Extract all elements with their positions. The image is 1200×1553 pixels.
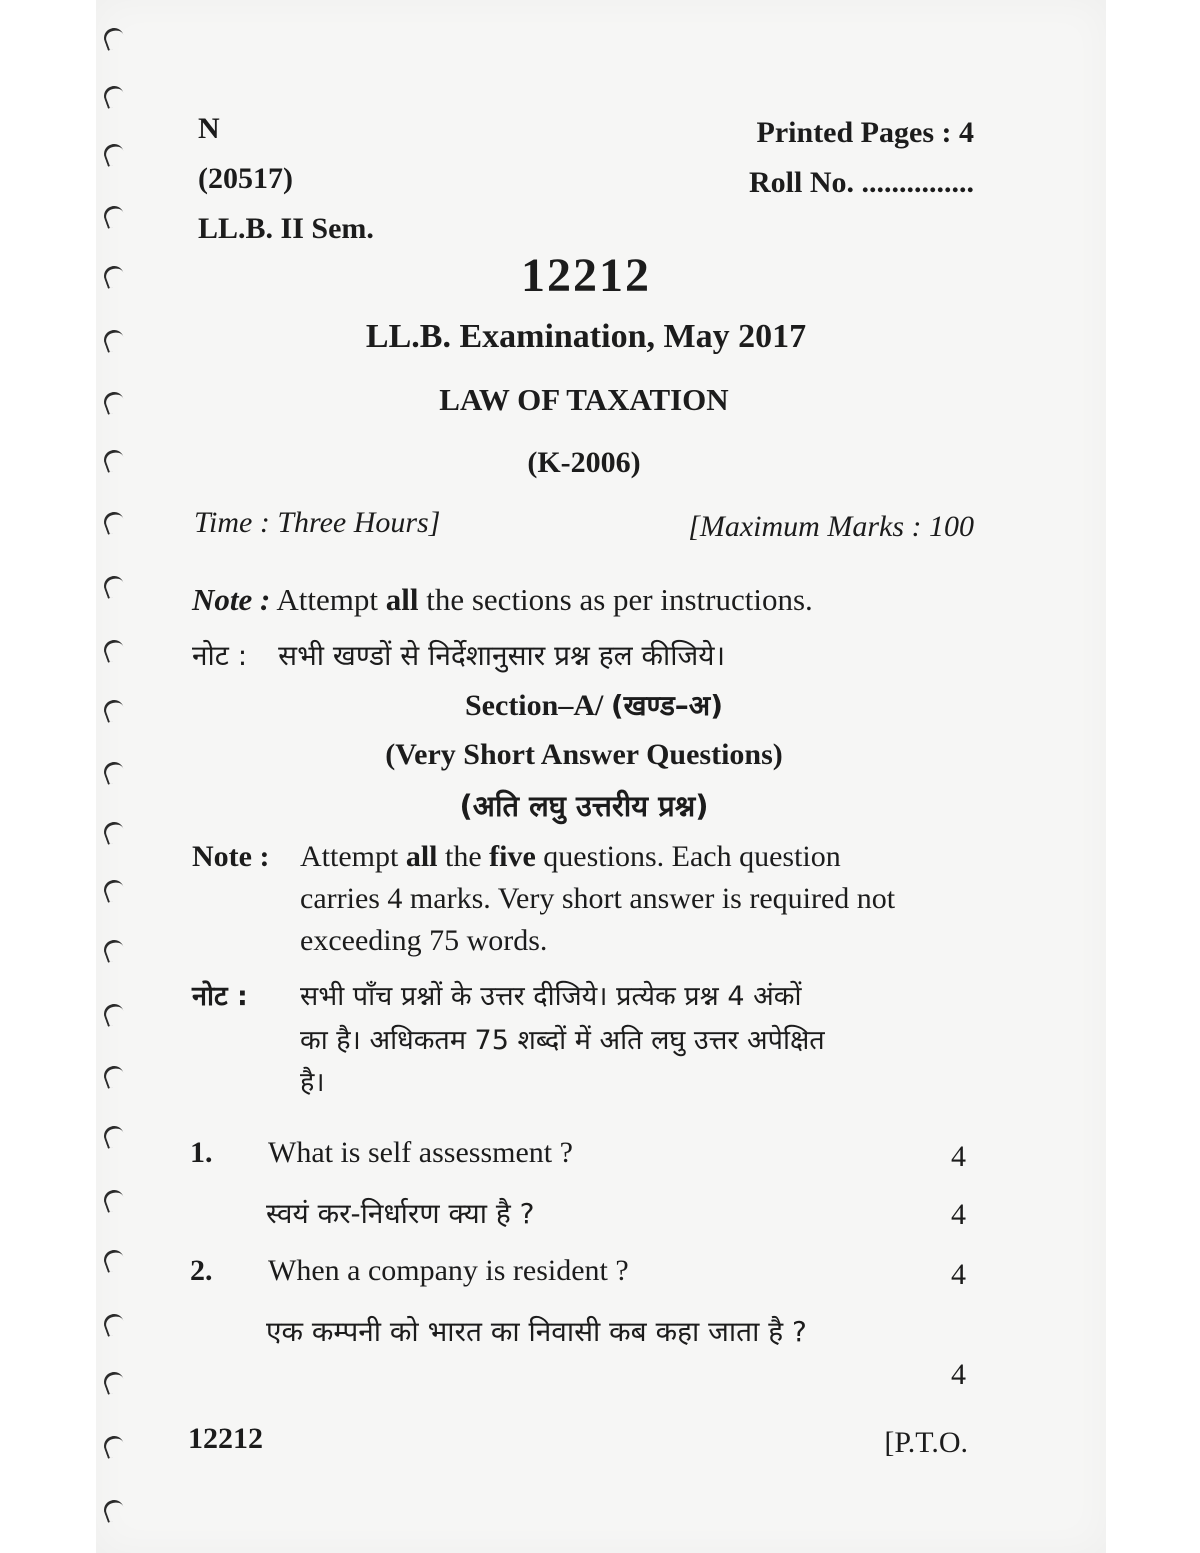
subject-title: LAW OF TAXATION: [439, 382, 729, 417]
course-name: LL.B. II Sem.: [198, 212, 374, 245]
section-a-heading: Section–A/ (खण्ड–अ): [465, 689, 723, 722]
section-note-line-2: carries 4 marks. Very short answer is required not: [300, 882, 896, 915]
section-note-hi-line-1: सभी पाँच प्रश्नों के उत्तर दीजिये। प्रत्येक प्रश्न 4 अंकों: [300, 981, 802, 1012]
question-text-hi: एक कम्पनी को भारत का निवासी कब कहा जाता है ?: [266, 1315, 807, 1348]
footer-code: 12212: [188, 1422, 263, 1455]
question-marks: 4: [951, 1358, 966, 1391]
maximum-marks: [Maximum Marks : 100: [688, 510, 974, 543]
note-label: Note :: [192, 582, 271, 617]
exam-code: 12212: [521, 249, 651, 302]
printed-pages: Printed Pages : 4: [756, 116, 974, 149]
series-letter: N: [198, 112, 220, 145]
please-turn-over: [P.T.O.: [884, 1426, 968, 1459]
question-marks: 4: [951, 1140, 966, 1173]
question-text-en: When a company is resident ?: [268, 1254, 629, 1287]
question-text-en: What is self assessment ?: [268, 1136, 573, 1169]
question-number: 1.: [190, 1136, 213, 1169]
question-marks: 4: [951, 1198, 966, 1231]
section-note-label: Note :: [192, 840, 270, 873]
section-note-line-3: exceeding 75 words.: [300, 924, 548, 957]
section-note-line-1: Attempt all the five questions. Each question: [300, 840, 841, 873]
paper-code: (20517): [198, 162, 293, 195]
exam-time: Time : Three Hours]: [194, 506, 441, 539]
note-label-hi: नोट :: [192, 639, 248, 672]
section-note-label-hi: नोट :: [192, 981, 248, 1012]
section-a-subheading-hi: (अति लघु उत्तरीय प्रश्न): [459, 789, 709, 823]
question-number: 2.: [190, 1254, 213, 1287]
section-a-subheading: (Very Short Answer Questions): [385, 738, 783, 771]
subject-code: (K-2006): [527, 446, 641, 479]
question-marks: 4: [951, 1258, 966, 1291]
section-note-hi-line-2: का है। अधिकतम 75 शब्दों में अति लघु उत्तर अपेक्षित: [300, 1025, 825, 1056]
question-text-hi: स्वयं कर-निर्धारण क्या है ?: [266, 1197, 535, 1230]
general-note-hi: नोट : सभी खण्डों से निर्देशानुसार प्रश्न हल कीजिये।: [192, 639, 726, 672]
section-note-hi-line-3: है।: [300, 1067, 325, 1098]
exam-title: LL.B. Examination, May 2017: [365, 318, 807, 355]
roll-number-field: Roll No. ...............: [749, 166, 974, 199]
general-note-en: Note : Attempt all the sections as per instructions.: [192, 582, 813, 617]
